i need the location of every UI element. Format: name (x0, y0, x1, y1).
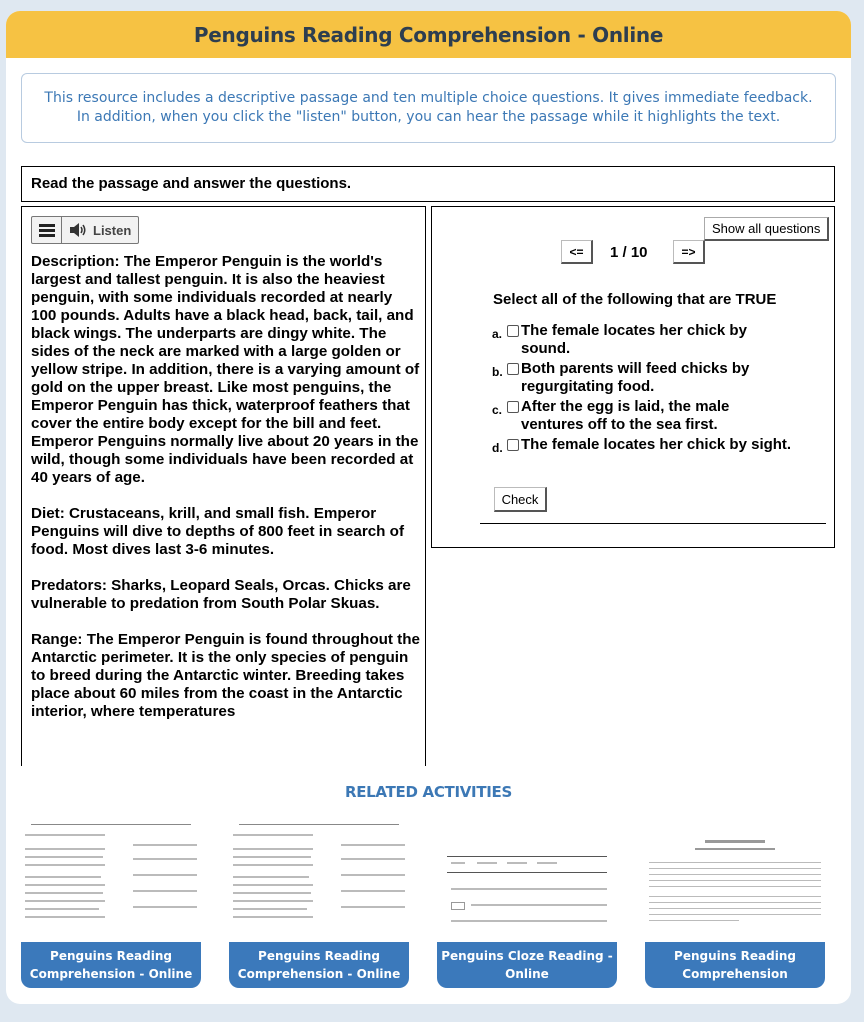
answer-options (492, 322, 792, 459)
passage-paragraph: Range: The Emperor Penguin is found throughout the Antarctic perimeter. It is the only species of penguin to breed during the Antarctic winter. Breeding takes place about 60 miles from the coast in the Antarctic interior, where temperatures (31, 631, 420, 720)
quiz-panel (431, 206, 835, 548)
answer-option[interactable] (492, 360, 792, 396)
listen-button[interactable] (62, 217, 138, 243)
passage-panel[interactable] (21, 206, 426, 766)
instructions: Read the passage and answer the questions. (21, 166, 835, 202)
related-activity-card[interactable] (437, 816, 617, 988)
option-text: The female locates her chick by sight. (521, 436, 792, 453)
read-aloud-toolbar (31, 216, 139, 244)
passage-paragraph: Description: The Emperor Penguin is the world's largest and tallest penguin. It is also the heaviest penguin, with some individuals recorded at nearly 100 pounds. Adults have a black head, back, tail, and black wings. The underparts are dingy white. The sides of the neck are marked with a large golden or yellow stripe. In addition, there is a varying amount of gold on the upper breast. Like most penguins, the Emperor Penguin has thick, waterproof feathers that cover the entire body except for the bill and feet. Emperor Penguins normally live about 20 years in the wild, though some individuals have been recorded at 40 years of age. (31, 253, 420, 486)
activity-label: Penguins Reading Comprehension - Online (21, 942, 201, 988)
title-bar (6, 11, 851, 58)
option-checkbox[interactable] (507, 439, 519, 451)
related-activity-card[interactable] (21, 816, 201, 988)
question-text: Select all of the following that are TRUE (493, 291, 777, 308)
activity-label: Penguins Reading Comprehension - Online (229, 942, 409, 988)
activity-label: Penguins Reading Comprehension (645, 942, 825, 988)
related-activity-card[interactable] (645, 816, 825, 988)
related-activities (21, 816, 841, 988)
speaker-icon (70, 223, 87, 237)
activity-thumbnail (437, 816, 617, 942)
description-text: This resource includes a descriptive passage and ten multiple choice questions. It gives immediate feedback. In addition, when you click the "listen" button, you can hear the passage while it highlights the text. (44, 90, 813, 125)
menu-icon[interactable] (32, 217, 62, 243)
listen-label: Listen (93, 222, 132, 238)
activity-thumbnail (229, 816, 409, 942)
option-letter: a. (492, 327, 503, 341)
answer-option[interactable] (492, 398, 792, 434)
previous-question-button[interactable]: <= (561, 240, 593, 264)
description-box (21, 73, 836, 143)
related-activities-title: RELATED ACTIVITIES (344, 783, 513, 801)
show-all-questions-button[interactable]: Show all questions (704, 217, 829, 241)
activity-thumbnail (21, 816, 201, 942)
passage-paragraph: Predators: Sharks, Leopard Seals, Orcas. Chicks are vulnerable to predation from South Polar Skuas. (31, 577, 411, 612)
related-activity-card[interactable] (229, 816, 409, 988)
activity-thumbnail (645, 816, 825, 942)
option-letter: b. (492, 365, 503, 379)
page-title: Penguins Reading Comprehension - Online (193, 22, 664, 47)
option-text: Both parents will feed chicks by regurgitating food. (521, 360, 750, 395)
next-question-button[interactable]: => (673, 240, 705, 264)
option-checkbox[interactable] (507, 401, 519, 413)
option-checkbox[interactable] (507, 363, 519, 375)
answer-option[interactable] (492, 322, 792, 358)
passage-paragraph: Diet: Crustaceans, krill, and small fish. Emperor Penguins will dive to depths of 800 feet in search of food. Most dives last 3-6 minutes. (31, 505, 405, 558)
activity-label: Penguins Cloze Reading - Online (437, 942, 617, 988)
option-checkbox[interactable] (507, 325, 519, 337)
question-counter: 1 / 10 (610, 244, 648, 261)
check-button[interactable]: Check (494, 487, 547, 512)
option-text: The female locates her chick by sound. (521, 322, 747, 357)
passage-text (31, 253, 421, 739)
divider (480, 523, 826, 524)
main-card (6, 11, 851, 1004)
option-text: After the egg is laid, the male ventures off to the sea first. (521, 398, 730, 433)
answer-option[interactable] (492, 436, 792, 457)
option-letter: d. (492, 441, 503, 455)
option-letter: c. (492, 403, 503, 417)
